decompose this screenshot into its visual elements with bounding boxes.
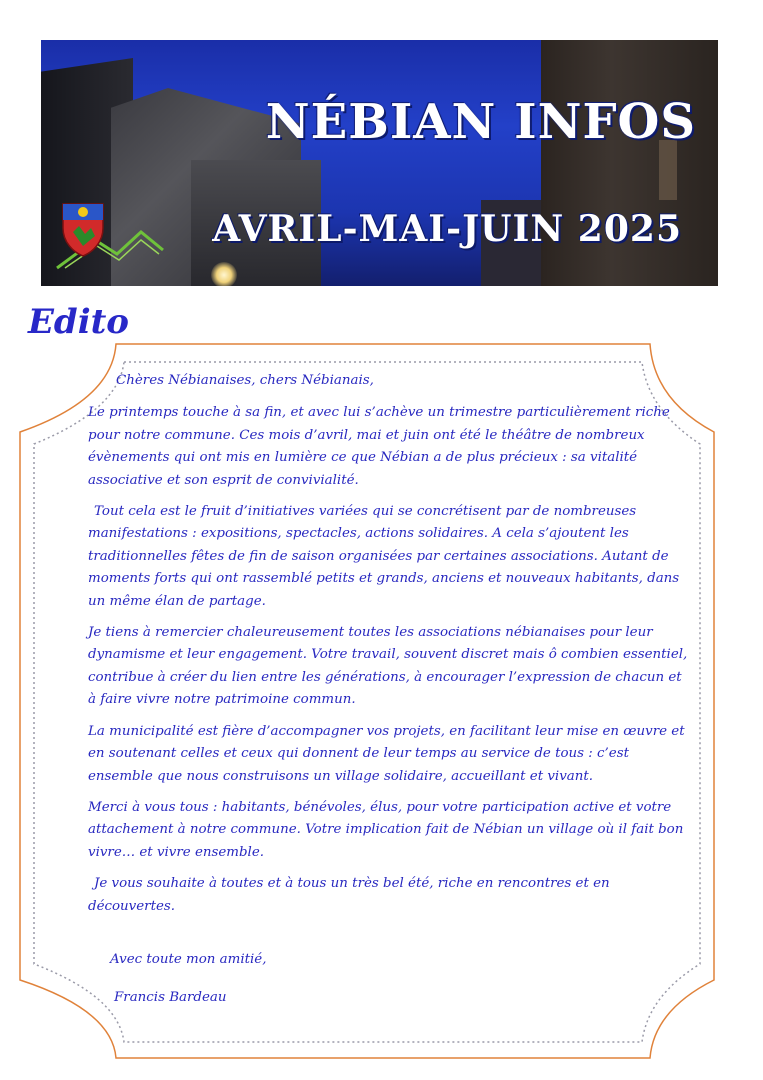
- edito-heading: Edito: [28, 302, 129, 342]
- newsletter-period: AVRIL-MAI-JUIN 2025: [212, 208, 682, 250]
- newsletter-title: NÉBIAN INFOS: [265, 94, 696, 150]
- letter-signature: Francis Bardeau: [114, 990, 227, 1005]
- letter-paragraph: Je vous souhaite à toutes et à tous un très bel été, riche en rencontres et en découvertes.: [88, 876, 610, 914]
- letter-paragraph: Le printemps touche à sa fin, et avec lui s’achève un trimestre particulièrement riche pour notre commune. Ces mois d’avril, mai et juin ont été le théâtre de nombreux évènements qui ont mis en lumière ce que Nébian a de plus précieux : sa vitalité associative et son esprit de convivialité.: [88, 405, 670, 488]
- letter-paragraph: Je tiens à remercier chaleureusement toutes les associations nébianaises pour leur dynamisme et leur engagement. Votre travail, souvent discret mais ô combien essentiel, contribue à créer du lien entre les générations, à encourager l’expression de chacun et à faire vivre notre patrimoine commun.: [88, 625, 688, 708]
- letter-paragraph: Merci à vous tous : habitants, bénévoles, élus, pour votre participation active et votre attachement à notre commune. Votre implication fait de Nébian un village où il fait bon vivre… et vivre ensemble.: [88, 799, 684, 860]
- header-banner: [41, 40, 718, 286]
- letter-closing: Avec toute mon amitié,: [110, 952, 267, 967]
- letter-greeting: Chères Nébianaises, chers Nébianais,: [116, 373, 374, 388]
- streetlight-glow: [211, 262, 237, 286]
- letter-paragraph: Tout cela est le fruit d’initiatives variées qui se concrétisent par de nombreuses manifestations : expositions, spectacles, actions solidaires. A cela s’ajoutent les traditionnelles fêtes de fin de saison organisées par certaines associations. Autant de moments forts qui ont rassemblé petits et grands, anciens et nouveaux habitants, dans un même élan de partage.: [88, 504, 680, 609]
- letter-paragraph: La municipalité est fière d’accompagner vos projets, en facilitant leur mise en œuvre et en soutenant celles et ceux qui donnent de leur temps au service de tous : c’est ensemble que nous construisons un village solidaire, accueillant et vivant.: [88, 723, 685, 784]
- edito-letter: [88, 370, 688, 927]
- village-crest-icon: [59, 202, 107, 258]
